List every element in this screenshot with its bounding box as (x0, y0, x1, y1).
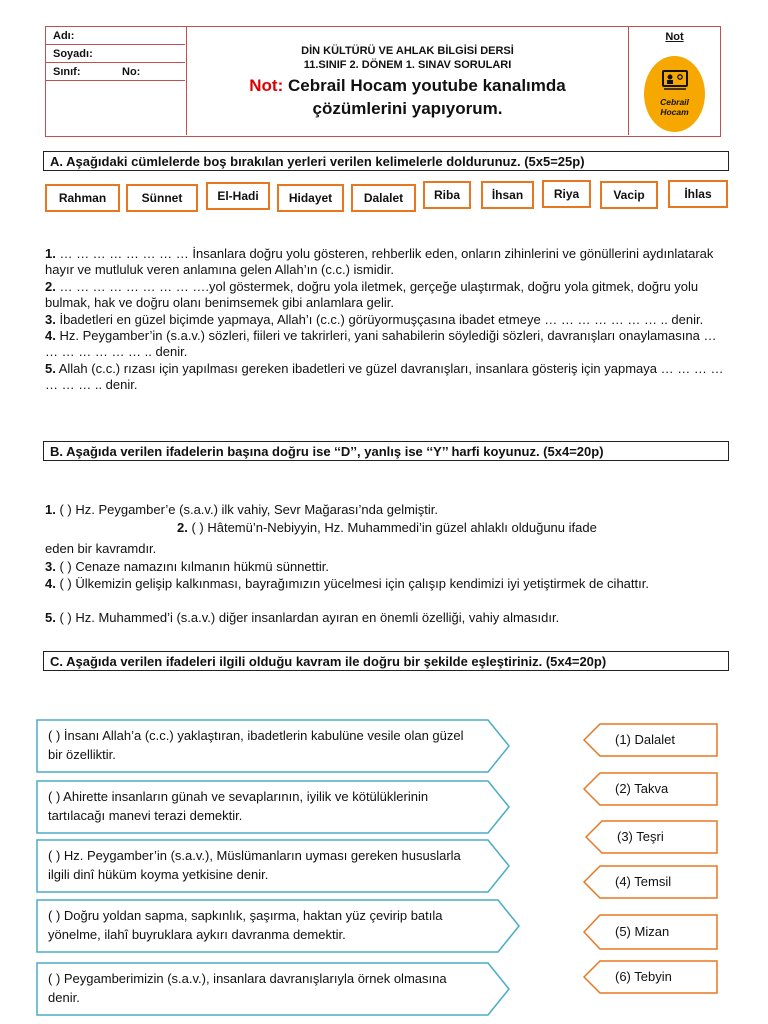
section-c-title: C. Aşağıda verilen ifadeleri ilgili olduğu kavram ile doğru bir şekilde eşleştiriniz. (5x4=20p) (43, 651, 729, 671)
exam-title-box (187, 27, 629, 135)
match-statement-3 (36, 839, 511, 893)
word-el-hadi: El-Hadi (206, 182, 270, 210)
question-text: Allah (c.c.) rızası için yapılması gereken ibadetleri ve güzel davranışları, insanlara gösteriş için yapmaya … … … … … … … .. denir. (45, 360, 724, 393)
question-text: ( ) Hâtemü’n-Nebiyyin, Hz. Muhammedi’in güzel ahlaklı olduğunu ifade (187, 520, 597, 535)
option-text: (3) Teşri (617, 829, 664, 844)
option-text: (1) Dalalet (615, 732, 675, 747)
match-statement-2 (36, 780, 511, 834)
statement-text: ( ) İnsanı Allah’a (c.c.) yaklaştıran, ibadetlerin kabulüne vesile olan güzel bir özelliktir. (48, 728, 464, 762)
question-b1 (45, 502, 725, 518)
statement-text: ( ) Hz. Peygamber’in (s.a.v.), Müslümanların uyması gereken hususlarla ilgili dinî hüküm koyma yetkisine denir. (48, 848, 461, 882)
option-text: (2) Takva (615, 781, 669, 796)
question-text: İbadetleri en güzel biçimde yapmaya, Allah’ı (c.c.) görüyormuşçasına ibadet etmeye … … … … … … … .. denir. (55, 311, 704, 327)
exam-subtitle: 11.SINIF 2. DÖNEM 1. SINAV SORULARI (303, 59, 512, 71)
grade-box (629, 27, 720, 135)
match-option-5 (583, 914, 719, 950)
option-text: (6) Tebyin (615, 969, 672, 984)
youtube-note (187, 74, 628, 120)
statement-text: ( ) Peygamberimizin (s.a.v.), insanlara davranışlarıyla örnek olmasına denir. (48, 971, 447, 1005)
match-statement-4 (36, 899, 521, 953)
question-text: ( ) Ülkemizin gelişip kalkınması, bayrağımızın yücelmesi için çalışıp kendimizi iyi yetiştirmek de cihattır. (55, 576, 649, 591)
surname-field[interactable] (46, 45, 185, 63)
question-text: eden bir kavramdır. (45, 541, 157, 556)
question-text: … … … … … … … … ….yol göstermek, doğru yola iletmek, gerçeğe ulaştırmak, doğru yola gitmek, doğru yolu bulmak, hak ve doğru olanı benimsemek gibi anlamlara gelir. (45, 278, 699, 311)
name-label: Adı: (53, 30, 75, 42)
option-text: (5) Mizan (615, 924, 670, 939)
name-field[interactable] (46, 27, 185, 45)
question-text: ( ) Hz. Muhammed’i (s.a.v.) diğer insanlardan ayıran en önemli özelliği, vahiy almasıdır. (55, 610, 560, 625)
question-number: 2. (177, 520, 188, 535)
class-label: Sınıf: (53, 66, 81, 78)
statement-text: ( ) Doğru yoldan sapma, sapkınlık, şaşırma, haktan yüz çevirip batıla yönelme, ilahî buyruklara aykırı davranma demektir. (48, 908, 443, 942)
section-a-questions (45, 246, 725, 394)
question-number: 5. (45, 610, 56, 625)
exam-header (45, 26, 721, 137)
question-number: 1. (45, 246, 56, 261)
question-b2 (177, 520, 727, 536)
question-text: ( ) Cenaze namazını kılmanın hükmü sünnettir. (55, 559, 329, 574)
match-statement-5 (36, 962, 511, 1016)
question-a4 (45, 328, 725, 361)
word-dalalet: Dalalet (351, 184, 416, 212)
course-title: DİN KÜLTÜRÜ VE AHLAK BİLGİSİ DERSİ (301, 45, 514, 57)
word-ihsan: İhsan (481, 181, 534, 209)
question-number: 2. (45, 278, 56, 294)
word-sunnet: Sünnet (126, 184, 198, 212)
logo-line1: Cebrail (660, 97, 689, 107)
question-b2-cont (45, 541, 725, 557)
match-statement-1 (36, 719, 511, 773)
match-option-6 (583, 960, 719, 994)
option-text: (4) Temsil (615, 874, 672, 889)
note-label: Not: (249, 76, 284, 95)
note-text: Cebrail Hocam youtube kanalımda çözümlerini yapıyorum. (287, 76, 566, 118)
match-option-2 (583, 772, 719, 806)
word-riya: Riya (542, 180, 591, 208)
logo-line2: Hocam (660, 107, 689, 117)
question-number: 3. (45, 311, 56, 327)
cebrail-hocam-logo (644, 56, 705, 132)
question-b3 (45, 559, 725, 575)
section-a-title: A. Aşağıdaki cümlelerde boş bırakılan yerleri verilen kelimelerle doldurunuz. (5x5=25p) (43, 151, 729, 171)
classroom-icon (644, 56, 705, 96)
grade-label: Not (665, 31, 684, 43)
section-b-title: B. Aşağıda verilen ifadelerin başına doğru ise ‘‘D’’, yanlış ise ‘‘Y’’ harfi koyunuz. (5x4=20p) (43, 441, 729, 461)
match-option-3 (585, 820, 719, 854)
student-info-box (46, 27, 187, 135)
question-b4 (45, 576, 725, 592)
question-a2 (45, 279, 725, 312)
match-option-4 (583, 865, 719, 899)
surname-label: Soyadı: (53, 48, 93, 60)
word-riba: Riba (423, 181, 471, 209)
question-a1 (45, 246, 725, 279)
question-text: ( ) Hz. Peygamber’e (s.a.v.) ilk vahiy, Sevr Mağarası’nda gelmiştir. (55, 502, 439, 517)
question-text: Hz. Peygamber’in (s.a.v.) sözleri, fiileri ve takrirleri, yani sahabilerin söylediği sözleri, davranışları onaylamasına … … … … … … … .. denir. (45, 328, 717, 360)
match-option-1 (583, 723, 719, 757)
question-number: 4. (45, 328, 56, 344)
question-number: 4. (45, 576, 56, 591)
question-b5 (45, 610, 725, 626)
question-a3 (45, 312, 725, 328)
word-hidayet: Hidayet (277, 184, 344, 212)
question-a5 (45, 361, 725, 394)
question-number: 1. (45, 502, 56, 517)
statement-text: ( ) Ahirette insanların günah ve sevaplarının, iyilik ve kötülüklerinin tartılacağı manevi terazi demektir. (48, 789, 429, 823)
word-rahman: Rahman (45, 184, 120, 212)
question-number: 3. (45, 559, 56, 574)
question-number: 5. (45, 360, 56, 376)
class-field[interactable] (46, 63, 185, 81)
number-label: No: (122, 66, 141, 78)
word-ihlas: İhlas (668, 180, 728, 208)
word-vacip: Vacip (600, 181, 658, 209)
question-text: … … … … … … … … İnsanlara doğru yolu gösteren, rehberlik eden, onların zihinlerini ve gönüllerini aydınlatarak hayır ve mutluluk veren anlamına gelen Allah’ın (c.c.) ismidir. (45, 246, 714, 278)
